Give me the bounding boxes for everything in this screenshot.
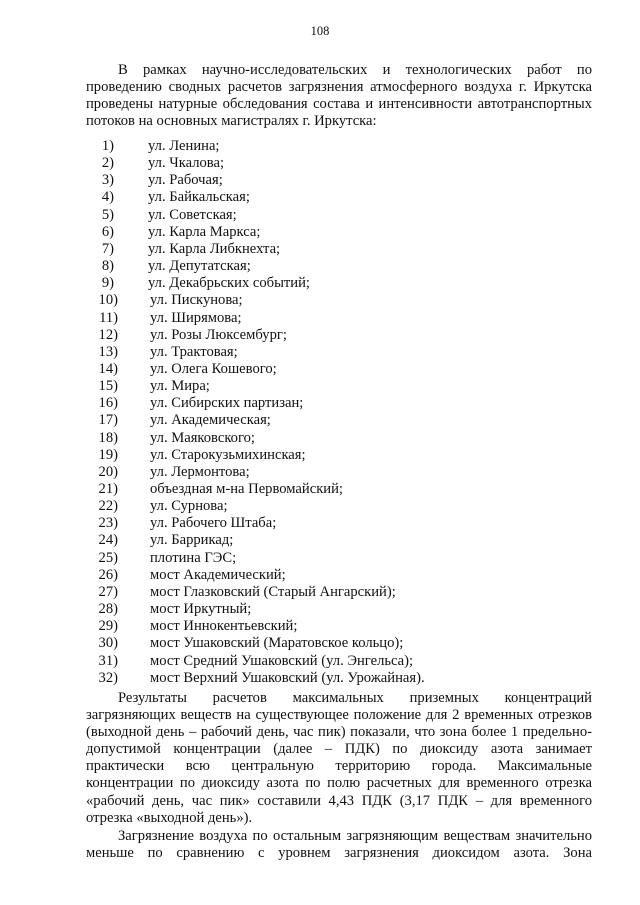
street-number: 11) (99, 309, 118, 326)
street-number: 28) (98, 601, 118, 617)
street-name: ул. Чкалова; (148, 155, 225, 172)
street-number: 15) (98, 378, 118, 395)
street-number: 14) (98, 360, 118, 377)
street-number: 18) (98, 429, 118, 446)
street-name: мост Ушаковский (Маратовское кольцо); (150, 635, 404, 652)
intro-text: В рамках научно-исследовательских и технологических работ по проведению сводных расчетов загрязнения атмосферного воздуха г. Иркутска проведены натурные обследования состава и интенсивности автотранспортных потоков на основных магистралях г. Иркутска: (86, 62, 592, 130)
street-number: 17) (98, 412, 118, 429)
street-name: ул. Лермонтова; (150, 463, 250, 480)
street-number: 6) (101, 223, 114, 240)
street-number: 25) (98, 549, 118, 566)
street-number: 9) (101, 275, 114, 292)
street-number: 21) (98, 481, 118, 497)
street-number: 5) (101, 206, 114, 223)
street-name: мост Иннокентьевский; (150, 618, 298, 635)
street-number: 22) (98, 498, 118, 515)
street-name: ул. Ширямова; (150, 309, 242, 326)
street-name: мост Иркутный; (150, 601, 252, 617)
street-number: 3) (101, 172, 114, 189)
street-name: ул. Депутатская; (148, 258, 251, 274)
street-name: ул. Байкальская; (148, 189, 250, 206)
street-name: объездная м-на Первомайский; (150, 481, 343, 497)
street-name: ул. Пискунова; (150, 292, 243, 309)
street-name: мост Верхний Ушаковский (ул. Урожайная). (150, 669, 425, 686)
results-paragraph (86, 690, 592, 827)
street-number: 13) (98, 343, 118, 360)
page-number: 108 (310, 24, 330, 38)
street-number: 7) (101, 240, 114, 257)
street-number: 23) (98, 515, 118, 532)
street-number: 20) (98, 463, 118, 480)
street-name: плотина ГЭС; (150, 549, 237, 566)
street-name: ул. Ленина; (148, 138, 220, 154)
street-number: 2) (101, 155, 114, 172)
results-text: Результаты расчетов максимальных приземных концентраций загрязняющих веществ на существующее положение для 2 временных отрезков (выходной день – рабочий день, час пик) показали, что зона более 1 предельно-допустимой концентрации (далее – ПДК) по диоксиду азота занимает практически всю центральную территорию города. Максимальные концентрации по диоксиду азота по полю расчетных для временного отрезка «рабочий день, час пик» составили 4,43 ПДК (3,17 ПДК – для временного отрезка «выходной день»). (86, 690, 592, 826)
street-name: ул. Сурнова; (150, 498, 228, 515)
street-name: мост Глазковский (Старый Ангарский); (150, 583, 396, 600)
pollution-paragraph (86, 828, 592, 862)
street-number: 12) (98, 326, 118, 343)
street-name: ул. Карла Либкнехта; (148, 240, 281, 257)
street-name: ул. Карла Маркса; (148, 223, 261, 240)
street-name: мост Средний Ушаковский (ул. Энгельса); (150, 652, 414, 669)
street-number: 31) (98, 652, 118, 669)
street-name: ул. Декабрьских событий; (148, 275, 310, 292)
street-name: ул. Олега Кошевого; (150, 360, 277, 377)
street-name: ул. Розы Люксембург; (150, 326, 287, 343)
street-number: 1) (101, 138, 114, 154)
street-number: 24) (98, 532, 118, 549)
intro-paragraph (86, 62, 592, 130)
street-name: мост Академический; (150, 566, 286, 583)
street-number: 30) (98, 635, 118, 652)
pollution-text: Загрязнение воздуха по остальным загрязняющим веществам значительно меньше по сравнению с уровнем загрязнения диоксидом азота. Зона (86, 828, 592, 862)
street-name: ул. Рабочего Штаба; (150, 515, 277, 532)
street-name: ул. Сибирских партизан; (150, 395, 304, 412)
street-number: 16) (98, 395, 118, 412)
street-name: ул. Советская; (148, 206, 237, 223)
street-number: 8) (101, 258, 114, 274)
street-number: 19) (98, 446, 118, 463)
street-number: 10) (98, 292, 118, 309)
street-number: 32) (98, 669, 118, 686)
street-name: ул. Баррикад; (150, 532, 234, 549)
street-name: ул. Мира; (150, 378, 210, 395)
street-name: ул. Старокузьмихинская; (150, 446, 306, 463)
street-number: 26) (98, 566, 118, 583)
street-name: ул. Трактовая; (150, 343, 238, 360)
street-number: 4) (101, 189, 114, 206)
street-number: 27) (98, 583, 118, 600)
street-name: ул. Академическая; (150, 412, 271, 429)
street-name: ул. Рабочая; (148, 172, 223, 189)
street-number: 29) (98, 618, 118, 635)
street-name: ул. Маяковского; (150, 429, 255, 446)
